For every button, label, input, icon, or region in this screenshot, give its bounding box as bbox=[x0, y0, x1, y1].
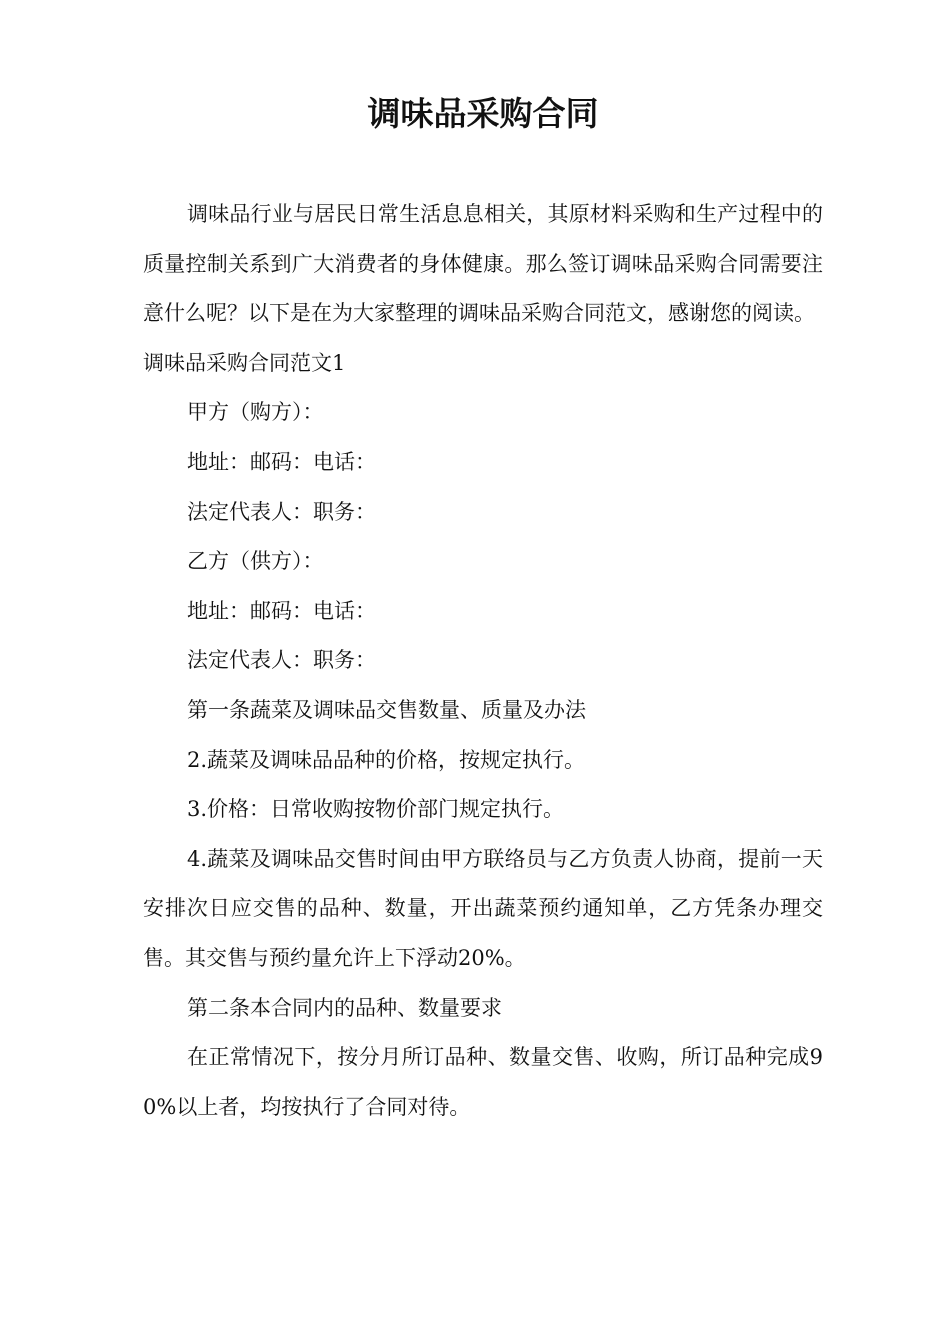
party-b-label: 乙方（供方）： bbox=[187, 549, 324, 574]
article-1-item-4: 4.蔬菜及调味品交售时间由甲方联络员与乙方负责人协商，提前一天安排次日应交售的品种、数量，开出蔬菜预约通知单，乙方凭条办理交售。其交售与预约量允许上下浮动20%。 bbox=[143, 846, 823, 970]
document-body bbox=[143, 190, 823, 1132]
section-heading: 调味品采购合同范文1 bbox=[143, 350, 346, 375]
article-2-heading: 第二条本合同内的品种、数量要求 bbox=[187, 995, 502, 1020]
party-b-address: 地址：邮码：电话： bbox=[187, 598, 376, 623]
article-1-heading: 第一条蔬菜及调味品交售数量、质量及办法 bbox=[187, 697, 586, 722]
document-title: 调味品采购合同 bbox=[367, 94, 599, 133]
article-1-item-3: 3.价格：日常收购按物价部门规定执行。 bbox=[187, 797, 565, 822]
party-a-representative: 法定代表人：职务： bbox=[187, 499, 376, 524]
paragraph-intro: 调味品行业与居民日常生活息息相关，其原材料采购和生产过程中的质量控制关系到广大消费者的身体健康。那么签订调味品采购合同需要注意什么呢？以下是在为大家整理的调味品采购合同范文，感谢您的阅读。 bbox=[143, 202, 823, 326]
party-a-label: 甲方（购方）： bbox=[187, 400, 324, 425]
article-2-body: 在正常情况下，按分月所订品种、数量交售、收购，所订品种完成90%以上者，均按执行了合同对待。 bbox=[143, 1045, 823, 1119]
party-a-address: 地址：邮码：电话： bbox=[187, 449, 376, 474]
party-b-representative: 法定代表人：职务： bbox=[187, 648, 376, 673]
article-1-item-2: 2.蔬菜及调味品品种的价格，按规定执行。 bbox=[187, 747, 586, 772]
